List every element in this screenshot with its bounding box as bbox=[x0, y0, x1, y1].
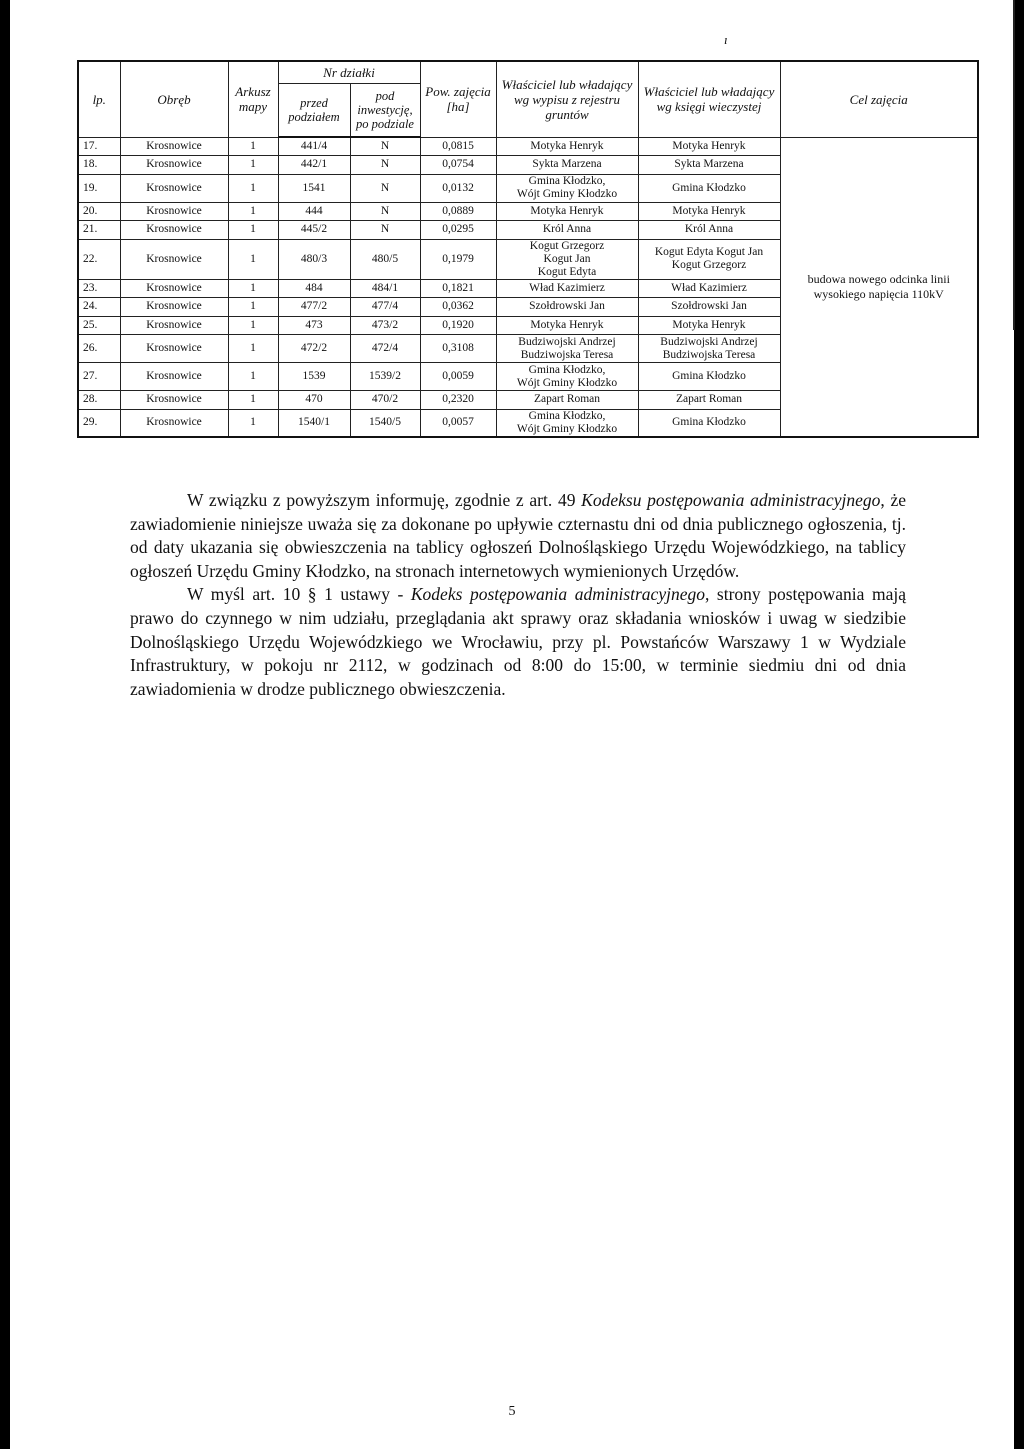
header-wlasciciel-rejestr: Właściciel lub władający wg wypisu z rejestru gruntów bbox=[496, 61, 638, 137]
cell-obreb: Krosnowice bbox=[120, 221, 228, 240]
header-wlasciciel-ksiega: Właściciel lub władający wg księgi wieczystej bbox=[638, 61, 780, 137]
cell-arkusz: 1 bbox=[228, 156, 278, 175]
cell-przed: 472/2 bbox=[278, 335, 350, 363]
cell-ksiega: Budziwojski Andrzej Budziwojska Teresa bbox=[638, 335, 780, 363]
cell-arkusz: 1 bbox=[228, 279, 278, 298]
cell-przed: 442/1 bbox=[278, 156, 350, 175]
cell-pow: 0,2320 bbox=[420, 391, 496, 410]
cell-lp: 26. bbox=[78, 335, 120, 363]
paragraph-2-italic: Kodeks postępowania administracyjnego bbox=[410, 584, 705, 605]
cell-arkusz: 1 bbox=[228, 409, 278, 437]
cell-obreb: Krosnowice bbox=[120, 298, 228, 317]
table-body bbox=[78, 137, 978, 437]
cell-obreb: Krosnowice bbox=[120, 239, 228, 279]
cell-lp: 21. bbox=[78, 221, 120, 240]
paragraph-2-text-a: W myśl art. 10 § 1 ustawy - bbox=[187, 584, 411, 605]
cell-lp: 17. bbox=[78, 137, 120, 156]
cell-rejestr: Gmina Kłodzko, Wójt Gminy Kłodzko bbox=[496, 409, 638, 437]
cell-rejestr: Król Anna bbox=[496, 221, 638, 240]
cell-pod: 470/2 bbox=[350, 391, 420, 410]
cell-ksiega: Motyka Henryk bbox=[638, 202, 780, 221]
cell-pod: 1539/2 bbox=[350, 363, 420, 391]
cell-arkusz: 1 bbox=[228, 174, 278, 202]
cell-lp: 24. bbox=[78, 298, 120, 317]
cell-pow: 0,0815 bbox=[420, 137, 496, 156]
cell-przed: 473 bbox=[278, 316, 350, 335]
paragraph-2 bbox=[130, 583, 906, 701]
cell-przed: 444 bbox=[278, 202, 350, 221]
cell-rejestr: Kogut Grzegorz Kogut Jan Kogut Edyta bbox=[496, 239, 638, 279]
cell-przed: 441/4 bbox=[278, 137, 350, 156]
page-number: 5 bbox=[508, 1404, 516, 1419]
cell-rejestr: Motyka Henryk bbox=[496, 316, 638, 335]
cell-przed: 1539 bbox=[278, 363, 350, 391]
document-page bbox=[10, 0, 1014, 1449]
cell-rejestr: Motyka Henryk bbox=[496, 202, 638, 221]
table-row bbox=[78, 137, 978, 156]
cell-pow: 0,1979 bbox=[420, 239, 496, 279]
cell-arkusz: 1 bbox=[228, 316, 278, 335]
cell-ksiega: Król Anna bbox=[638, 221, 780, 240]
header-lp: lp. bbox=[78, 61, 120, 137]
cell-lp: 29. bbox=[78, 409, 120, 437]
cell-obreb: Krosnowice bbox=[120, 174, 228, 202]
cell-arkusz: 1 bbox=[228, 391, 278, 410]
cell-przed: 477/2 bbox=[278, 298, 350, 317]
cell-pod: 484/1 bbox=[350, 279, 420, 298]
notice-body bbox=[130, 489, 906, 701]
cell-obreb: Krosnowice bbox=[120, 316, 228, 335]
cell-pod: N bbox=[350, 174, 420, 202]
cell-obreb: Krosnowice bbox=[120, 279, 228, 298]
cell-rejestr: Szołdrowski Jan bbox=[496, 298, 638, 317]
cell-arkusz: 1 bbox=[228, 202, 278, 221]
cell-rejestr: Budziwojski Andrzej Budziwojska Teresa bbox=[496, 335, 638, 363]
scan-edge-line bbox=[1013, 0, 1015, 330]
cell-obreb: Krosnowice bbox=[120, 202, 228, 221]
cell-arkusz: 1 bbox=[228, 221, 278, 240]
cell-przed: 1540/1 bbox=[278, 409, 350, 437]
cell-pod: N bbox=[350, 202, 420, 221]
cell-pow: 0,0754 bbox=[420, 156, 496, 175]
cell-ksiega: Gmina Kłodzko bbox=[638, 363, 780, 391]
cell-rejestr: Gmina Kłodzko, Wójt Gminy Kłodzko bbox=[496, 363, 638, 391]
cell-obreb: Krosnowice bbox=[120, 363, 228, 391]
paragraph-1-text-b: , że zawiadomienie niniejsze uważa się za dokonane po upływie czternastu dni od dnia publicznego ogłoszenia, tj. od daty ukazania się obwieszczenia na tablicy ogłoszeń Dolnośląskiego Urzędu Wojewódzkiego, na tablicy ogłoszeń Urzędu Gminy Kłodzko, na stronach internetowych wymienionych Urzędów. bbox=[130, 490, 906, 581]
cell-przed: 470 bbox=[278, 391, 350, 410]
header-przed: przed podziałem bbox=[278, 83, 350, 137]
paragraph-1-text-a: W związku z powyższym informuję, zgodnie z art. 49 bbox=[187, 490, 582, 510]
cell-pow: 0,3108 bbox=[420, 335, 496, 363]
parcel-owners-table bbox=[77, 60, 979, 438]
header-pow: Pow. zajęcia [ha] bbox=[420, 61, 496, 137]
cell-pow: 0,0295 bbox=[420, 221, 496, 240]
cell-ksiega: Szołdrowski Jan bbox=[638, 298, 780, 317]
cell-lp: 19. bbox=[78, 174, 120, 202]
cell-przed: 484 bbox=[278, 279, 350, 298]
header-cel: Cel zajęcia bbox=[780, 61, 978, 137]
header-pod: pod inwestycję, po podziale bbox=[350, 83, 420, 137]
cell-pod: 472/4 bbox=[350, 335, 420, 363]
cell-lp: 18. bbox=[78, 156, 120, 175]
cell-lp: 20. bbox=[78, 202, 120, 221]
cell-ksiega: Gmina Kłodzko bbox=[638, 409, 780, 437]
header-arkusz: Arkusz mapy bbox=[228, 61, 278, 137]
cell-lp: 23. bbox=[78, 279, 120, 298]
cell-lp: 28. bbox=[78, 391, 120, 410]
cell-obreb: Krosnowice bbox=[120, 137, 228, 156]
cell-ksiega: Wład Kazimierz bbox=[638, 279, 780, 298]
cell-arkusz: 1 bbox=[228, 363, 278, 391]
cell-obreb: Krosnowice bbox=[120, 156, 228, 175]
cell-obreb: Krosnowice bbox=[120, 335, 228, 363]
cell-pod: 480/5 bbox=[350, 239, 420, 279]
cell-arkusz: 1 bbox=[228, 137, 278, 156]
cell-pod: N bbox=[350, 156, 420, 175]
cell-pow: 0,0362 bbox=[420, 298, 496, 317]
cell-arkusz: 1 bbox=[228, 335, 278, 363]
cell-lp: 27. bbox=[78, 363, 120, 391]
cell-przed: 445/2 bbox=[278, 221, 350, 240]
paragraph-1 bbox=[130, 489, 906, 583]
header-nr-dzialki: Nr działki bbox=[278, 61, 420, 83]
cell-pod: N bbox=[350, 137, 420, 156]
cell-cel-zajecia: budowa nowego odcinka linii wysokiego napięcia 110kV bbox=[780, 137, 978, 437]
cell-lp: 22. bbox=[78, 239, 120, 279]
cell-pow: 0,1920 bbox=[420, 316, 496, 335]
cell-arkusz: 1 bbox=[228, 298, 278, 317]
cell-pow: 0,0889 bbox=[420, 202, 496, 221]
cell-ksiega: Gmina Kłodzko bbox=[638, 174, 780, 202]
cell-rejestr: Gmina Kłodzko, Wójt Gminy Kłodzko bbox=[496, 174, 638, 202]
top-mark: ı bbox=[724, 32, 728, 47]
cell-arkusz: 1 bbox=[228, 239, 278, 279]
cell-rejestr: Motyka Henryk bbox=[496, 137, 638, 156]
cell-rejestr: Sykta Marzena bbox=[496, 156, 638, 175]
cell-pod: 1540/5 bbox=[350, 409, 420, 437]
cell-przed: 1541 bbox=[278, 174, 350, 202]
paragraph-2-text-b: , strony postępowania mają prawo do czynnego w nim udziału, przeglądania akt sprawy oraz składania wniosków i uwag w siedzibie Dolnośląskiego Urzędu Wojewódzkiego we Wrocławiu, przy pl. Powstańców Warszawy 1 w Wydziale Infrastruktury, w pokoju nr 2112, w godzinach od 8:00 do 15:00, w terminie siedmiu dni od dnia zawiadomienia w drodze publicznego obwieszczenia. bbox=[130, 584, 906, 699]
cell-pow: 0,1821 bbox=[420, 279, 496, 298]
cell-pow: 0,0132 bbox=[420, 174, 496, 202]
paragraph-1-italic: Kodeksu postępowania administracyjnego bbox=[581, 490, 881, 510]
cell-ksiega: Kogut Edyta Kogut Jan Kogut Grzegorz bbox=[638, 239, 780, 279]
cell-ksiega: Zapart Roman bbox=[638, 391, 780, 410]
cell-ksiega: Motyka Henryk bbox=[638, 137, 780, 156]
cell-ksiega: Motyka Henryk bbox=[638, 316, 780, 335]
cell-przed: 480/3 bbox=[278, 239, 350, 279]
cell-obreb: Krosnowice bbox=[120, 409, 228, 437]
cell-pow: 0,0057 bbox=[420, 409, 496, 437]
cell-ksiega: Sykta Marzena bbox=[638, 156, 780, 175]
cell-pod: 477/4 bbox=[350, 298, 420, 317]
cell-pow: 0,0059 bbox=[420, 363, 496, 391]
cell-lp: 25. bbox=[78, 316, 120, 335]
cell-rejestr: Zapart Roman bbox=[496, 391, 638, 410]
cell-obreb: Krosnowice bbox=[120, 391, 228, 410]
cell-pod: N bbox=[350, 221, 420, 240]
cell-pod: 473/2 bbox=[350, 316, 420, 335]
cell-rejestr: Wład Kazimierz bbox=[496, 279, 638, 298]
header-obreb: Obręb bbox=[120, 61, 228, 137]
